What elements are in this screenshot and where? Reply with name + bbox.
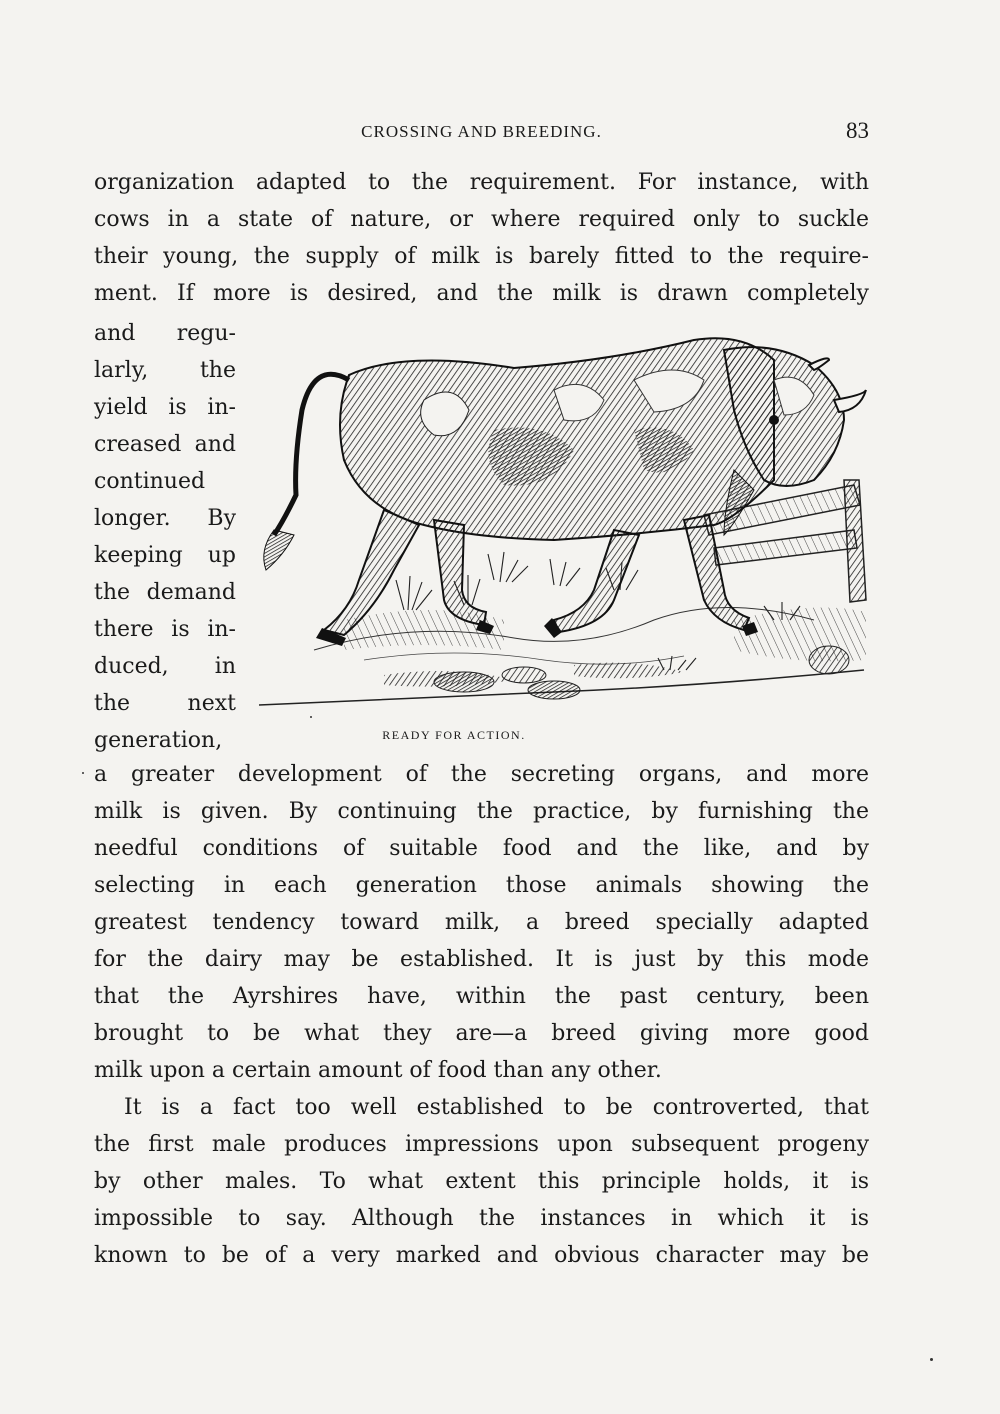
running-title: CROSSING AND BREEDING. [361, 122, 602, 141]
text-line: a greater development of the secreting organs, and more [94, 762, 869, 787]
text-line: longer. By [94, 506, 236, 531]
text-line: yield is in- [94, 395, 236, 420]
paragraph-second [94, 1089, 869, 1274]
text-line: brought to be what they are—a breed giving more good [94, 1021, 869, 1046]
side-column-text [94, 315, 236, 759]
text-line: milk is given. By continuing the practice, by furnishing the [94, 799, 869, 824]
text-line: known to be of a very marked and obvious character may be [94, 1243, 869, 1268]
bull-illustration [254, 320, 870, 712]
figure-caption: READY FOR ACTION. [382, 728, 526, 742]
text-line: It is a fact too well established to be controverted, that [124, 1095, 869, 1120]
page-number: 83 [846, 118, 869, 143]
running-head [94, 118, 869, 146]
text-line: by other males. To what extent this principle holds, it is [94, 1169, 869, 1194]
text-line: duced, in [94, 654, 236, 679]
text-line: the first male produces impressions upon subsequent progeny [94, 1132, 869, 1157]
text-line: continued [94, 469, 206, 494]
text-line: the next [94, 691, 236, 716]
text-line: milk upon a certain amount of food than any other. [94, 1058, 662, 1083]
paper-speck [310, 716, 312, 718]
text-line: larly, the [94, 358, 236, 383]
text-line: greatest tendency toward milk, a breed specially adapted [94, 910, 869, 935]
paragraph-continuation [94, 756, 869, 1089]
text-line: creased and [94, 432, 236, 457]
text-line: needful conditions of suitable food and the like, and by [94, 836, 869, 861]
text-line: the demand [94, 580, 236, 605]
text-line: keeping up [94, 543, 236, 568]
text-line: cows in a state of nature, or where required only to suckle [94, 207, 869, 232]
text-line: generation, [94, 728, 223, 753]
text-line: and regu- [94, 321, 236, 346]
text-line: there is in- [94, 617, 236, 642]
paragraph-top [94, 164, 869, 312]
bull-engraving-image [254, 320, 870, 712]
text-line: that the Ayrshires have, within the past century, been [94, 984, 869, 1009]
paper-speck [930, 1358, 933, 1361]
text-line: for the dairy may be established. It is just by this mode [94, 947, 869, 972]
text-line: impossible to say. Although the instances in which it is [94, 1206, 869, 1231]
text-line: selecting in each generation those animals showing the [94, 873, 869, 898]
text-line: organization adapted to the requirement. For instance, with [94, 170, 869, 195]
paper-speck [82, 772, 84, 774]
text-line: ment. If more is desired, and the milk is drawn completely [94, 281, 869, 306]
text-line: their young, the supply of milk is barely fitted to the require- [94, 244, 869, 269]
